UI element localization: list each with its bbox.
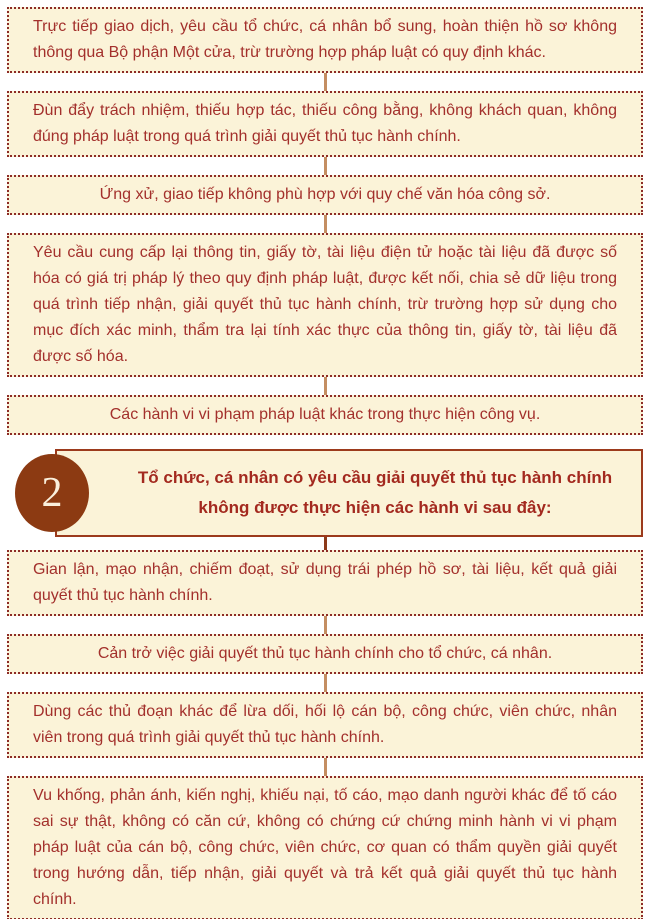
connector-line — [324, 616, 327, 634]
rule-box-5-text: Các hành vi vi phạm pháp luật khác trong thực hiện công vụ. — [109, 406, 541, 423]
rule-box-4-text: Yêu cầu cung cấp lại thông tin, giấy tờ, tài liệu điện tử hoặc tài liệu đã được số hóa có giá trị pháp lý theo quy định pháp luật, được kết nối, chia sẻ dữ liệu trong quá trình tiếp nhận, giải quyết thủ tục hành chính, trừ trường hợp sử dụng cho mục đích xác minh, thẩm tra lại tính xác thực của thông tin, giấy tờ, tài liệu đã được số hóa. — [33, 244, 617, 365]
connector-line — [324, 377, 327, 395]
rule-box-3 — [7, 175, 643, 215]
connector-line — [324, 758, 327, 776]
rule-box-6-text: Gian lận, mạo nhận, chiếm đoạt, sử dụng trái phép hồ sơ, tài liệu, kết quả giải quyết thủ tục hành chính. — [33, 561, 617, 604]
rule-box-1-text: Trực tiếp giao dịch, yêu cầu tổ chức, cá nhân bổ sung, hoàn thiện hồ sơ không thông qua Bộ phận Một cửa, trừ trường hợp pháp luật có quy định khác. — [33, 18, 617, 61]
connector-line — [324, 73, 327, 91]
rule-box-9 — [7, 776, 643, 919]
rule-box-9-text: Vu khống, phản ánh, kiến nghị, khiếu nại, tố cáo, mạo danh người khác để tố cáo sai sự thật, không có căn cứ, không có chứng cứ chứng minh hành vi vi phạm pháp luật của cán bộ, công chức, viên chức, cơ quan có thẩm quyền giải quyết trong hướng dẫn, tiếp nhận, giải quyết và trả kết quả giải quyết thủ tục hành chính. — [33, 787, 617, 908]
section-title-text: Tổ chức, cá nhân có yêu cầu giải quyết thủ tục hành chính không được thực hiện các hành vi sau đây: — [137, 468, 613, 517]
rule-box-7-text: Cản trở việc giải quyết thủ tục hành chính cho tổ chức, cá nhân. — [97, 645, 553, 662]
connector-line — [324, 215, 327, 233]
section-gap — [7, 435, 643, 449]
rule-box-7 — [7, 634, 643, 674]
connector-line — [324, 157, 327, 175]
rule-box-5 — [7, 395, 643, 435]
connector-line — [324, 674, 327, 692]
section-title-box — [55, 449, 643, 537]
connector-line-dark — [324, 537, 327, 550]
rule-box-2-text: Đùn đẩy trách nhiệm, thiếu hợp tác, thiếu công bằng, không khách quan, không đúng pháp luật trong quá trình giải quyết thủ tục hành chính. — [33, 102, 617, 145]
rule-box-8 — [7, 692, 643, 758]
rule-box-2 — [7, 91, 643, 157]
rule-box-6 — [7, 550, 643, 616]
section-2-header — [7, 449, 643, 537]
section-number-badge — [15, 454, 89, 532]
section-number: 2 — [41, 470, 63, 516]
rule-box-4 — [7, 233, 643, 377]
rule-box-8-text: Dùng các thủ đoạn khác để lừa dối, hối lộ cán bộ, công chức, viên chức, nhân viên trong quá trình giải quyết thủ tục hành chính. — [33, 703, 617, 746]
rule-box-1 — [7, 7, 643, 73]
rule-box-3-text: Ứng xử, giao tiếp không phù hợp với quy chế văn hóa công sở. — [99, 186, 551, 203]
